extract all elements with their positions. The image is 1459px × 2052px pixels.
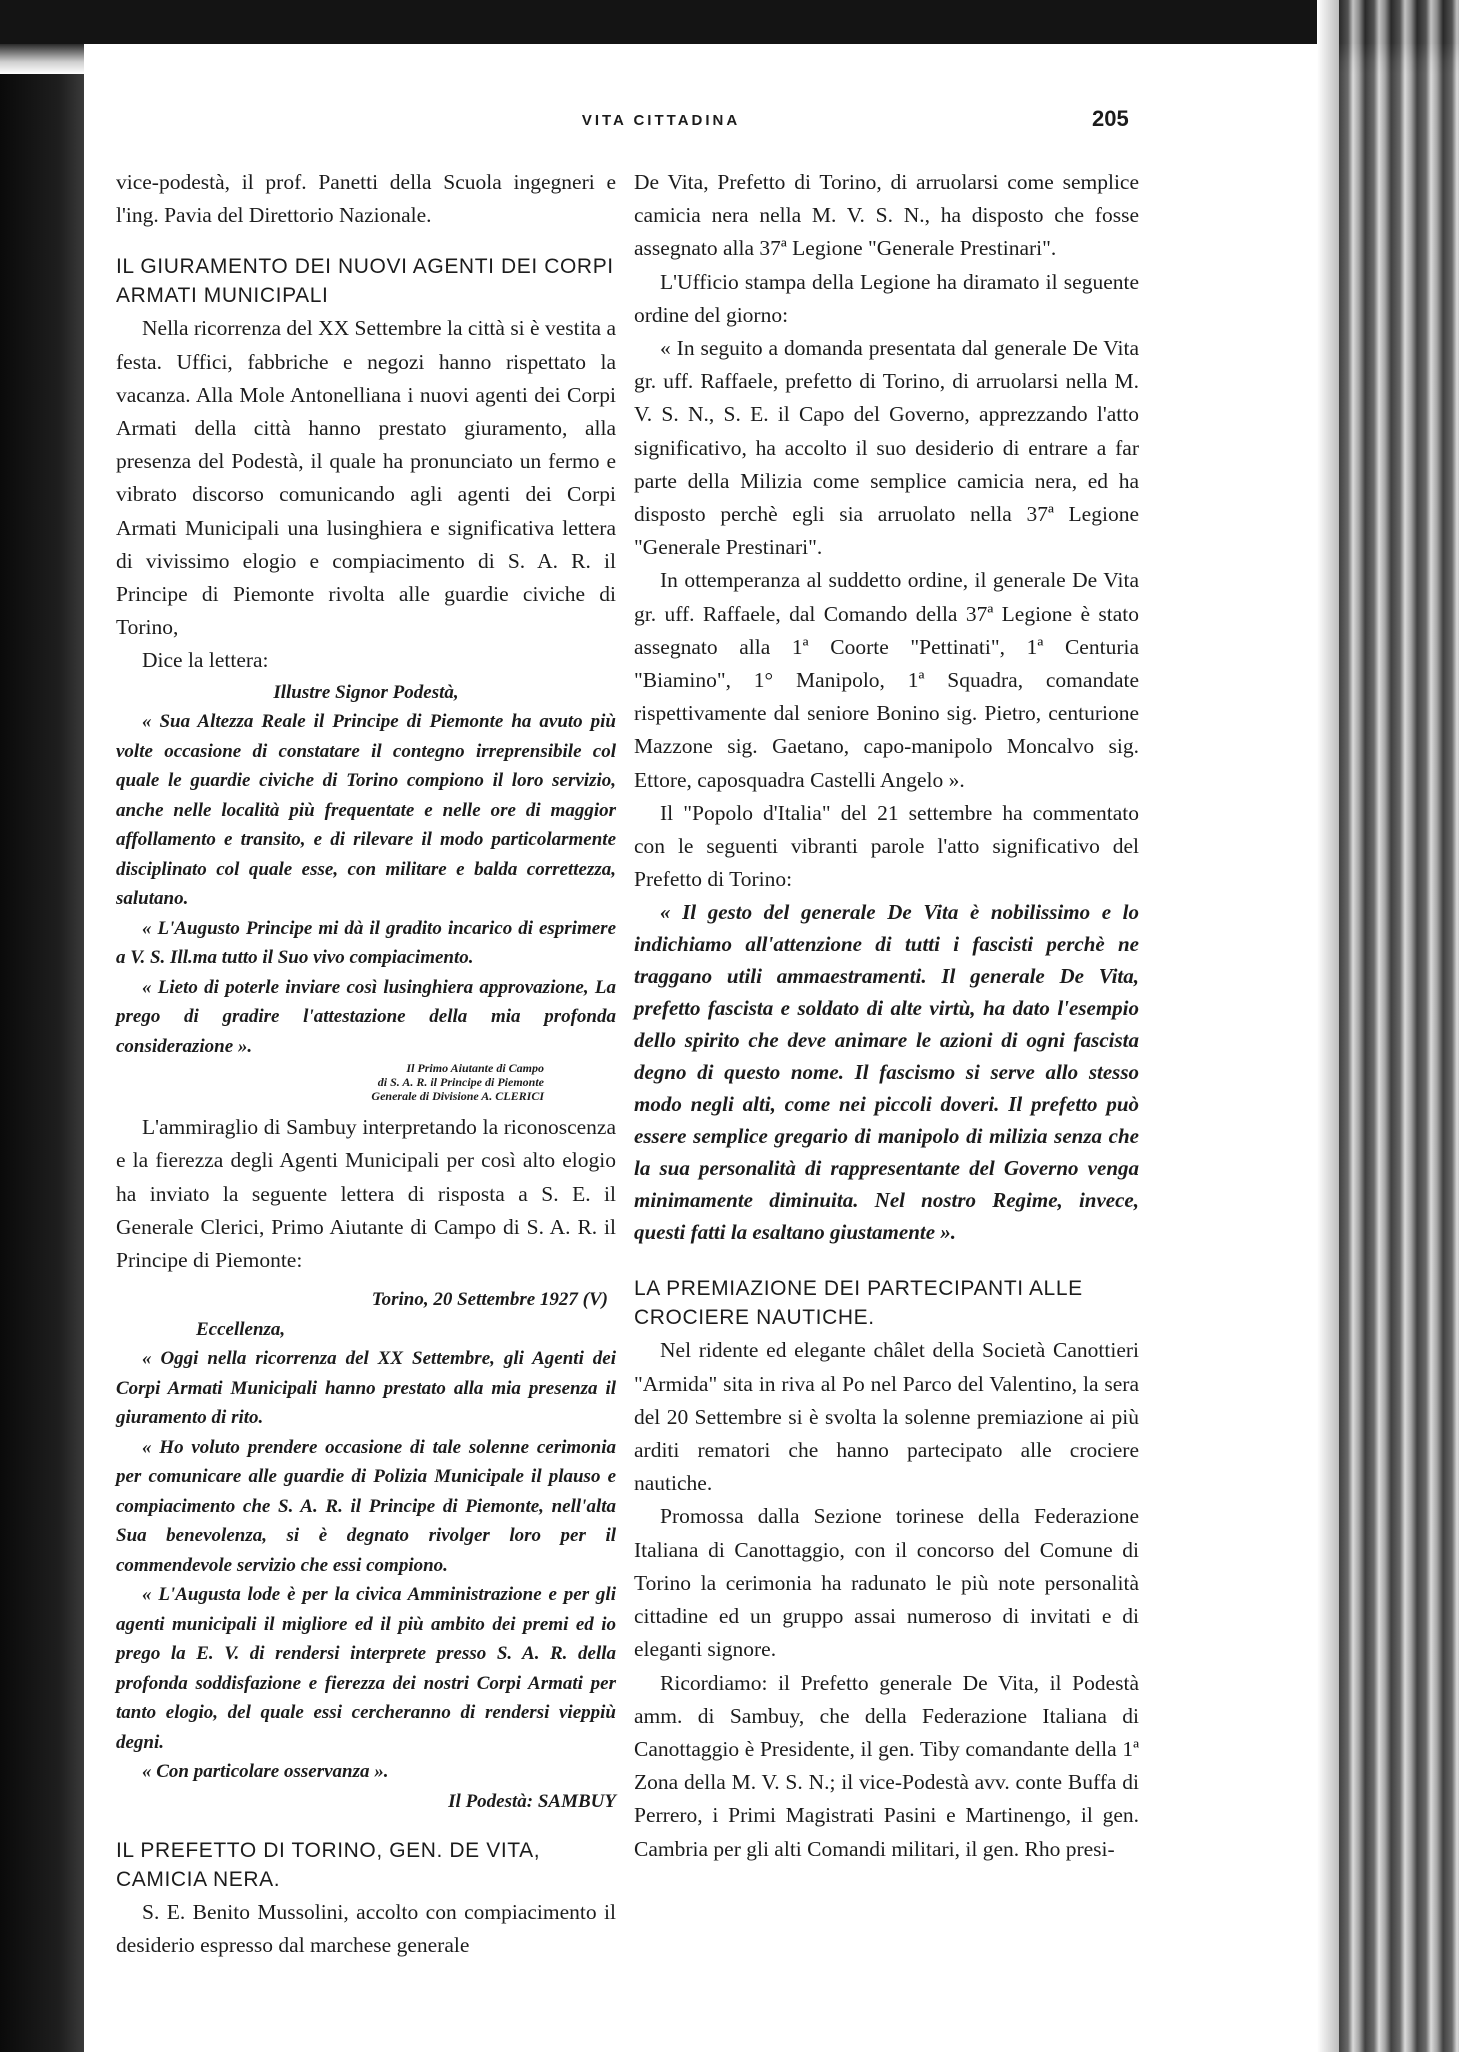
paragraph: Nella ricorrenza del XX Settembre la città si è vestita a festa. Uffici, fabbriche e negozi hanno rispettato la vacanza. Alla Mole Antonelliana i nuovi agenti dei Corpi Armati della città hanno prestato giuramento, alla presenza del Podestà, il quale ha pronunciato un fermo e vibrato discorso comunicando agli agenti dei Corpi Armati Municipali una lusinghiera e significativa lettera di vivissimo elogio e compiacimento di S. A. R. il Principe di Piemonte rivolta alle guardie civiche di Torino, [116, 316, 616, 640]
letter-salutation: Eccellenza, [196, 1318, 286, 1340]
scan-top-border [0, 0, 1459, 44]
letter-signature-line: di S. A. R. il Principe di Piemonte [377, 1075, 544, 1090]
paragraph: L'Ufficio stampa della Legione ha diramato il seguente ordine del giorno: [634, 269, 1139, 327]
paragraph: Ricordiamo: il Prefetto generale De Vita, il Podestà amm. di Sambuy, che della Federazione Italiana di Canottaggio è Presidente, il gen. Tiby comandante della 1ª Zona della M. V. S. N.; il vice-Podestà avv. conte Buffa di Perrero, i Primi Magistrati Pasini e Martinengo, il gen. Cambria per gli alti Comandi militari, il gen. Rho presi- [634, 1670, 1139, 1861]
section-heading: IL GIURAMENTO DEI NUOVI AGENTI DEI CORPI ARMATI MUNICIPALI [116, 255, 614, 308]
scan-left-border [0, 0, 84, 2052]
paragraph: L'ammiraglio di Sambuy interpretando la riconoscenza e la fierezza degli Agenti Municipali per così alto elogio ha inviato la seguente lettera di risposta a S. E. il Generale Clerici, Primo Aiutante di Campo di S. A. R. il Principe di Piemonte: [116, 1115, 616, 1272]
letter-paragraph: « Oggi nella ricorrenza del XX Settembre, gli Agenti dei Corpi Armati Municipali hanno prestato alla mia presenza il giuramento di rito. [116, 1348, 616, 1429]
letter-paragraph: « Con particolare osservanza ». [142, 1761, 389, 1783]
paragraph: S. E. Benito Mussolini, accolto con compiacimento il desiderio espresso dal marchese generale [116, 1900, 616, 1958]
quoted-paragraph: « Il gesto del generale De Vita è nobilissimo e lo indichiamo all'attenzione di tutti i fascisti perchè ne traggano utili ammaestramenti. Il generale De Vita, prefetto fascista e soldato di alte virtù, ha dato l'esempio dello spirito che deve animare le azioni di ogni fascista degno di questo nome. Il fascismo si serve allo stesso modo negli alti, come nei piccoli doveri. Il prefetto può essere semplice gregario di manipolo di milizia senza che la sua personalità di rappresentante del Governo venga minimamente diminuita. Nel nostro Regime, invece, questi fatti la esaltano giustamente ». [634, 900, 1139, 1245]
page-number: 205 [1092, 106, 1129, 131]
paragraph: vice-podestà, il prof. Panetti della Scuola ingegneri e l'ing. Pavia del Direttorio Nazionale. [116, 170, 616, 228]
page-header [84, 106, 1317, 148]
page-gutter-shadow [1317, 0, 1339, 2052]
paragraph: In ottemperanza al suddetto ordine, il generale De Vita gr. uff. Raffaele, dal Comando della 37ª Legione è stato assegnato alla 1ª Coorte "Pettinati", 1ª Centuria "Biamino", 1° Manipolo, 1ª Squadra, comandate rispettivamente dal seniore Bonino sig. Pietro, centurione Mazzone sig. Gaetano, capo-manipolo Moncalvo sig. Ettore, caposquadra Castelli Angelo ». [634, 568, 1139, 792]
running-title: VITA CITTADINA [581, 112, 741, 129]
document-page [84, 44, 1317, 2052]
paragraph: Nel ridente ed elegante châlet della Società Canottieri "Armida" sita in riva al Po nel Parco del Valentino, la sera del 20 Settembre si è svolta la solenne premiazione ai più arditi rematori che hanno partecipato alle crociere nautiche. [634, 1338, 1139, 1496]
paragraph: Dice la lettera: [142, 648, 269, 673]
letter-signature-line: Il Primo Aiutante di Campo [406, 1061, 544, 1076]
section-heading: IL PREFETTO DI TORINO, GEN. DE VITA, CAMICIA NERA. [116, 1839, 541, 1892]
letter-paragraph: « Ho voluto prendere occasione di tale solenne cerimonia per comunicare alle guardie di Polizia Municipale il plauso e compiacimento che S. A. R. il Principe di Piemonte, nell'alta Sua benevolenza, si è degnato rivolger loro per il commendevole servizio che essi compiono. [116, 1436, 616, 1576]
letter-paragraph: « Lieto di poterle inviare così lusinghiera approvazione, La prego di gradire l'attestazione della mia profonda considerazione ». [116, 976, 616, 1057]
letter-salutation: Illustre Signor Podestà, [273, 681, 459, 703]
paragraph: Il "Popolo d'Italia" del 21 settembre ha commentato con le seguenti vibranti parole l'atto significativo del Prefetto di Torino: [634, 800, 1139, 892]
letter-paragraph: « L'Augusta lode è per la civica Amministrazione e per gli agenti municipali il migliore ed il più ambito dei premi ed io prego la E. V. di rendersi interprete presso S. A. R. della profonda soddisfazione e fierezza dei nostri Corpi Armati per tanto elogio, del quale essi cercheranno di rendersi vieppiù degni. [116, 1584, 616, 1753]
left-column [116, 166, 616, 1963]
paragraph: De Vita, Prefetto di Torino, di arruolarsi come semplice camicia nera nella M. V. S. N., ha disposto che fosse assegnato alla 37ª Legione "Generale Prestinari". [634, 170, 1139, 261]
right-column [634, 166, 1139, 1866]
letter-paragraph: « L'Augusto Principe mi dà il gradito incarico di esprimere a V. S. Ill.ma tutto il Suo vivo compiacimento. [116, 917, 616, 969]
paragraph: « In seguito a domanda presentata dal generale De Vita gr. uff. Raffaele, prefetto di Torino, di arruolarsi nella M. V. S. N., S. E. il Capo del Governo, apprezzando l'atto significativo, ha accolto il suo desiderio di entrare a far parte della Milizia come semplice camicia nera, ed ha disposto perchè egli sia arruolato nella 37ª Legione "Generale Prestinari". [634, 336, 1139, 560]
letter-signature: Il Podestà: SAMBUY [448, 1790, 616, 1812]
letter-paragraph: « Sua Altezza Reale il Principe di Piemonte ha avuto più volte occasione di constatare il contegno irreprensibile col quale le guardie civiche di Torino compiono il loro servizio, anche nelle località più frequentate e nelle ore di maggior affollamento e transito, e di rilevare il modo particolarmente disciplinato col quale esse, con militare e balda correttezza, salutano. [116, 711, 616, 910]
section-heading: LA PREMIAZIONE DEI PARTECIPANTI ALLE CROCIERE NAUTICHE. [634, 1277, 1083, 1330]
paragraph: Promossa dalla Sezione torinese della Federazione Italiana di Canottaggio, con il concorso del Comune di Torino la cerimonia ha radunato le più note personalità cittadine ed un gruppo assai numeroso di invitati e di eleganti signore. [634, 1504, 1139, 1662]
book-edge-pages [1339, 0, 1459, 2052]
letter-date: Torino, 20 Settembre 1927 (V) [371, 1289, 608, 1311]
letter-signature-line: Generale di Divisione A. CLERICI [371, 1089, 544, 1104]
